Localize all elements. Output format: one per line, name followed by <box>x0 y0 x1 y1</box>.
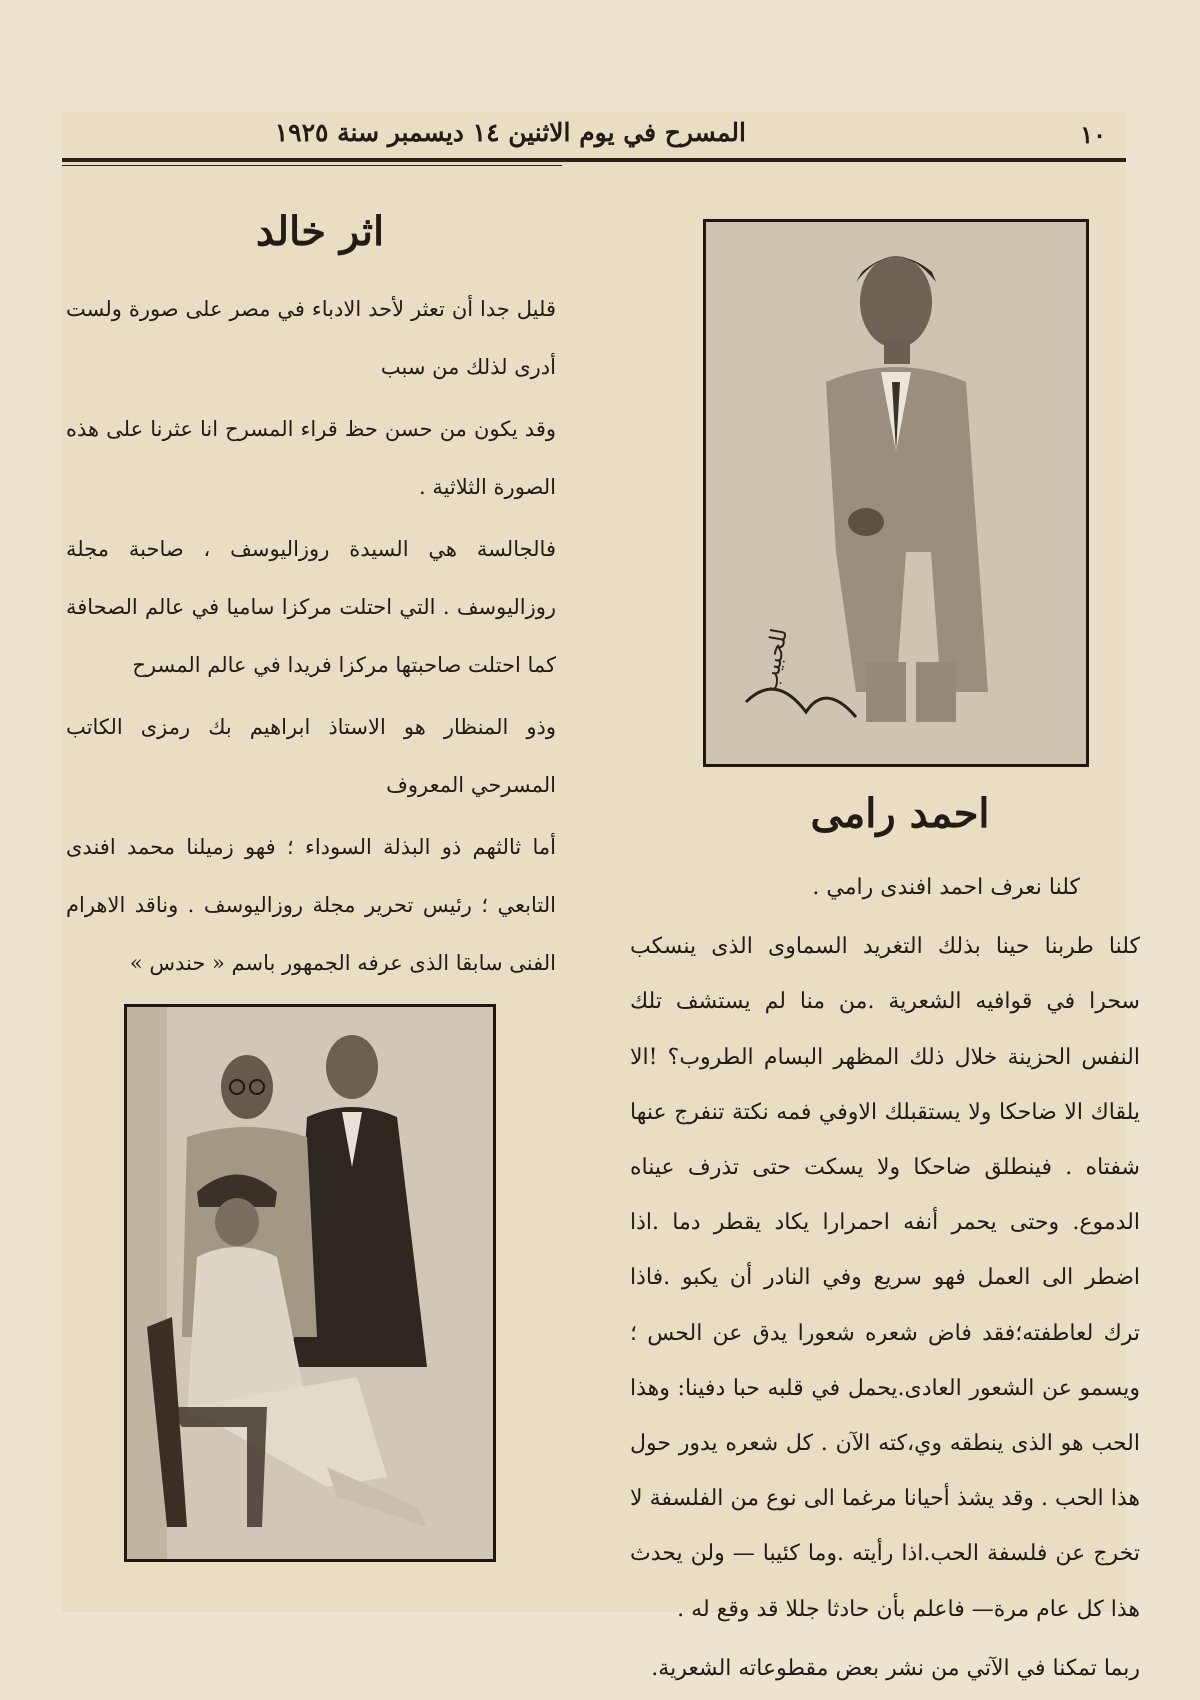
left-paragraph-2: وقد يكون من حسن حظ قراء المسرح انا عثرنا على هذه الصورة الثلاثية . <box>66 417 556 499</box>
header-title: المسرح في يوم الاثنين ١٤ ديسمبر سنة ١٩٢٥ <box>274 118 746 147</box>
left-paragraph-1: قليل جدا أن تعثر لأحد الادباء في مصر على صورة ولست أدرى لذلك من سبب <box>66 297 556 379</box>
right-article-body <box>630 860 1140 1700</box>
left-paragraph-4: وذو المنظار هو الاستاذ ابراهيم بك رمزى الكاتب المسرحي المعروف <box>66 715 556 797</box>
page-header <box>62 112 1126 162</box>
left-paragraph-3: فالجالسة هي السيدة روزاليوسف ، صاحبة مجلة روزاليوسف . التي احتلت مركزا ساميا في عالم الصحافة كما احتلت صاحبتها مركزا فريدا في عالم المسرح <box>66 537 556 677</box>
left-article-title: اثر خالد <box>255 208 385 255</box>
right-paragraph-2: كلنا طربنا حينا بذلك التغريد السماوى الذى ينسكب سحرا في قوافيه الشعرية .من منا لم يستشف تلك النفس الحزينة خلال ذلك المظهر البسام الطروب؟ !الا يلقاك الا ضاحكا ولا يستقبلك الاوفي فمه نكتة تنفرج عنها شفتاه . فينطلق ضاحكا ولا يسكت حتى تذرف عيناه الدموع. وحتى يحمر أنفه احمرارا يكاد يقطر دما .اذا اضطر الى العمل فهو سريع وفي النادر أن يكبو .فاذا ترك لعاطفته؛فقد فاض شعره شعورا يدق عن الحس ؛ويسمو عن الشعور العادى.يحمل في قلبه حبا دفينا: وهذا الحب هو الذى ينطقه وي،كته الآن . كل شعره يدور حول هذا الحب . وقد يشذ أحيانا مرغما الى نوع من الفلسفة لا تخرج عن فلسفة الحب.اذا رأيته .وما كئيبا — ولن يحدث هذا كل عام مرة— فاعلم بأن حادثا جللا قد وقع له . <box>630 934 1140 1622</box>
portrait-signature: للحبيب <box>757 626 793 694</box>
left-paragraph-5: أما ثالثهم ذو البذلة السوداء ؛ فهو زميلنا محمد افندى التابعي ؛ رئيس تحرير مجلة روزاليوسف . وناقد الاهرام الفنى سابقا الذى عرفه الجمهور باسم « حندس » <box>66 835 556 975</box>
left-article-body <box>66 280 556 996</box>
right-paragraph-1: كلنا نعرف احمد افندى رامي . <box>812 875 1080 900</box>
header-rule <box>62 158 1126 162</box>
page-number: ١٠ <box>1080 120 1106 149</box>
right-article-title: احمد رامى <box>810 790 990 837</box>
portrait-photo <box>703 219 1089 767</box>
group-photo <box>124 1004 496 1562</box>
right-paragraph-3: ربما تمكنا في الآتي من نشر بعض مقطوعاته الشعرية. <box>651 1655 1140 1681</box>
header-rule-thin <box>62 165 562 166</box>
